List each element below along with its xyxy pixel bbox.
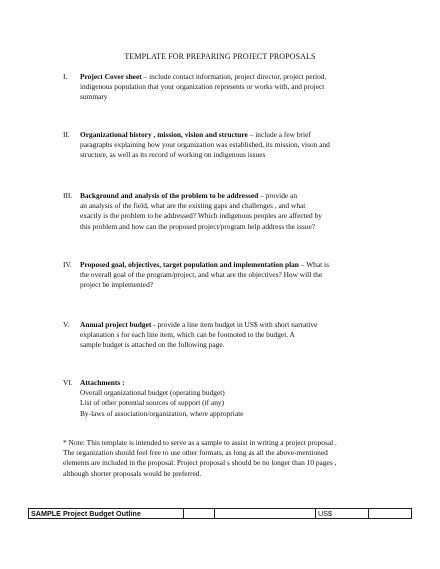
section-number: III. <box>63 191 73 200</box>
section-heading: Organizational history , mission, vision and structure <box>80 130 248 139</box>
section-text: - provide a line item budget in US$ with short narrative <box>151 320 318 329</box>
section-attachments <box>63 378 383 419</box>
section-text: – What is <box>298 260 329 269</box>
section-proposed-goal <box>63 260 383 291</box>
section-line: structure, as well as its record of working on indigenous issues <box>80 150 266 160</box>
section-heading: Background and analysis of the problem to be addressed <box>80 191 259 200</box>
section-text: – provide an <box>258 191 298 200</box>
section-text: – include a few brief <box>247 130 311 139</box>
note-line: * Note: This template is intended to serve as a sample to assist in writing a project proposal . <box>63 438 337 447</box>
section-line: project be implemented? <box>80 280 154 290</box>
section-line: summary <box>80 92 108 102</box>
table-cell-title: SAMPLE Project Budget Outline <box>29 509 184 519</box>
section-line: exactly is the problem to be addressed? Which indigenous peoples are affected by <box>80 211 322 221</box>
attachment-item: List of other potential sources of support (if any) <box>80 398 225 408</box>
section-number: I. <box>63 72 68 81</box>
note-line: The organization should feel free to use other formats, as long as all the above-mentioned <box>63 448 328 458</box>
section-number: VI. <box>63 378 73 387</box>
budget-outline-table <box>28 508 412 519</box>
section-text: – include contact information, project director, project period, <box>141 72 327 81</box>
section-line: the overall goal of the program/project, and what are the objectives? How will the <box>80 270 323 280</box>
section-heading: Proposed goal, objectives, target population and implementation plan <box>80 260 299 269</box>
document-title: TEMPLATE FOR PREPARING PROJECT PROPOSALS <box>124 52 316 61</box>
section-line: sample budget is attached on the following page. <box>80 340 225 350</box>
section-organizational-history <box>63 130 383 161</box>
section-line: this problem and how can the proposed project/program help address the issue? <box>80 221 315 231</box>
section-line: indigenous population that your organization represents or works with, and project <box>80 82 325 92</box>
section-cover-sheet <box>63 72 383 103</box>
section-heading: Project Cover sheet <box>80 72 142 81</box>
table-cell <box>215 509 316 519</box>
section-number: II. <box>63 130 70 139</box>
note-line: elements are included in the proposal. Project proposal s should be no longer than 10 pages , <box>63 458 337 468</box>
section-heading: Annual project budget <box>80 320 152 329</box>
attachment-item: Overall organizational budget (operating budget) <box>80 388 225 398</box>
note-paragraph <box>63 438 393 479</box>
section-number: V. <box>63 320 70 329</box>
section-number: IV. <box>63 260 72 269</box>
section-line: paragraphs explaining how your organization was established, its mission, vison and <box>80 140 330 150</box>
table-row <box>29 509 412 519</box>
table-cell <box>369 509 412 519</box>
section-line: explanation s for each line item, which can be footnoted to the budget. A <box>80 330 295 340</box>
table-cell <box>184 509 215 519</box>
section-line: an analysis of the field, what are the existing gaps and challenges , and what <box>80 201 306 211</box>
note-line: although shorter proposals would be preferred. <box>63 468 202 478</box>
section-background-analysis <box>63 191 383 232</box>
table-cell-currency: US$ <box>316 509 369 519</box>
section-heading: Attachments : <box>80 378 125 387</box>
section-annual-budget <box>63 320 383 351</box>
attachment-item: By-laws of association/organization, where appropriate <box>80 408 244 418</box>
